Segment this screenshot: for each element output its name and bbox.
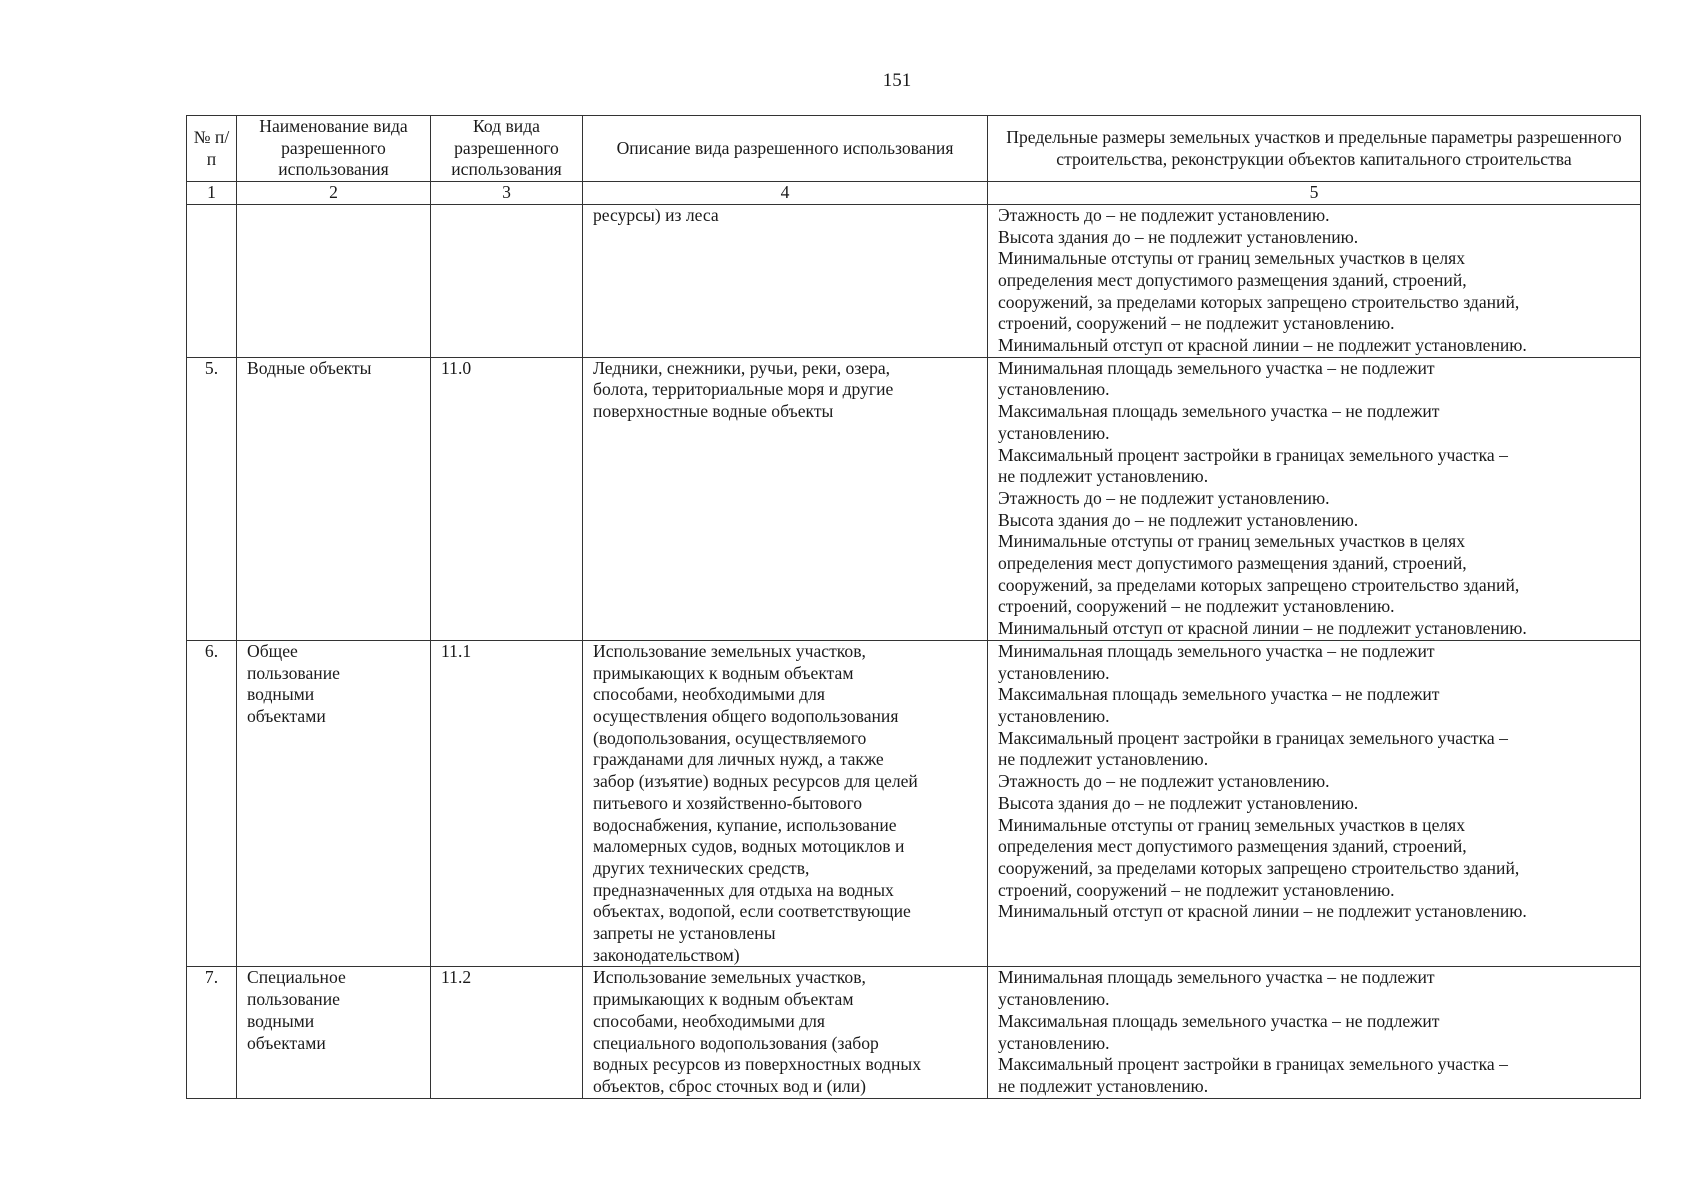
land-use-table [186,115,1641,1099]
header-params: Предельные размеры земельных участков и предельные параметры разрешенного строительства, реконструкции объектов капитального строительства [988,116,1641,182]
description-line: питьевого и хозяйственно-бытового [593,792,863,813]
description-cell [583,967,988,1098]
params-cell [988,357,1641,640]
params-line: Максимальный процент застройки в границах земельного участка – [998,444,1508,465]
params-line: Высота здания до – не подлежит установлению. [998,792,1359,813]
description-cell [583,640,988,967]
params-line: Высота здания до – не подлежит установлению. [998,509,1359,530]
row-number [187,204,237,357]
use-name-cell [237,357,431,640]
params-line: не подлежит установлению. [998,749,1209,770]
table-row [187,204,1641,357]
column-number: 2 [237,182,431,205]
table-row [187,357,1641,640]
row-number: 6. [187,640,237,967]
header-num: № п/п [187,116,237,182]
params-line: Минимальная площадь земельного участка – не подлежит [998,640,1435,661]
page-number: 151 [882,70,912,91]
description-line: запреты не установлены [593,923,776,944]
use-name-line: водными [247,1010,315,1031]
params-line: Минимальные отступы от границ земельных участков в целях [998,814,1466,835]
params-line: Этажность до – не подлежит установлению. [998,487,1330,508]
table-row [187,967,1641,1098]
use-name-line: Общее [247,640,298,661]
table-row [187,640,1641,967]
use-name-line: объектами [247,1032,326,1053]
description-line: осуществления общего водопользования [593,705,899,726]
description-line: Использование земельных участков, [593,967,866,988]
params-line: установлению. [998,662,1110,683]
params-line: Максимальная площадь земельного участка – не подлежит [998,684,1440,705]
row-number: 5. [187,357,237,640]
params-cell [988,967,1641,1098]
description-line: предназначенных для отдыха на водных [593,879,894,900]
params-line: Максимальный процент застройки в границах земельного участка – [998,727,1508,748]
params-cell [988,204,1641,357]
column-number: 4 [583,182,988,205]
params-line: Минимальный отступ от красной линии – не подлежит установлению. [998,901,1527,922]
params-line: не подлежит установлению. [998,1075,1209,1096]
use-name-line: Специальное [247,967,346,988]
params-line: сооружений, за пределами которых запрещено строительство зданий, [998,857,1520,878]
description-line: законодательством) [593,944,740,965]
table-header-row [187,116,1641,182]
params-line: Минимальные отступы от границ земельных участков в целях [998,248,1466,269]
description-line: забор (изъятие) водных ресурсов для целей [593,771,918,792]
params-line: Минимальный отступ от красной линии – не подлежит установлению. [998,335,1527,356]
use-code [431,204,583,357]
header-description: Описание вида разрешенного использования [583,116,988,182]
params-line: сооружений, за пределами которых запрещено строительство зданий, [998,574,1520,595]
params-line: установлению. [998,989,1110,1010]
params-line: Высота здания до – не подлежит установлению. [998,226,1359,247]
description-line: объектах, водопой, если соответствующие [593,901,911,922]
use-name-line: объектами [247,705,326,726]
params-line: установлению. [998,705,1110,726]
params-cell [988,640,1641,967]
use-code: 11.0 [431,357,583,640]
params-line: Минимальная площадь земельного участка – не подлежит [998,967,1435,988]
params-line: установлению. [998,379,1110,400]
description-line: поверхностные водные объекты [593,401,834,422]
use-code: 11.2 [431,967,583,1098]
params-line: установлению. [998,422,1110,443]
description-line: способами, необходимыми для [593,1010,825,1031]
use-name-line: пользование [247,989,340,1010]
params-line: определения мест допустимого размещения зданий, строений, [998,836,1467,857]
params-line: Этажность до – не подлежит установлению. [998,771,1330,792]
params-line: Минимальный отступ от красной линии – не подлежит установлению. [998,618,1527,639]
use-name-cell [237,204,431,357]
header-name: Наименование вида разрешенного использования [237,116,431,182]
description-line: примыкающих к водным объектам [593,662,854,683]
column-number: 1 [187,182,237,205]
params-line: строений, сооружений – не подлежит установлению. [998,313,1395,334]
description-line: болота, территориальные моря и другие [593,379,894,400]
description-line: примыкающих к водным объектам [593,989,854,1010]
params-line: установлению. [998,1032,1110,1053]
use-name-line: водными [247,684,315,705]
use-code: 11.1 [431,640,583,967]
params-line: строений, сооружений – не подлежит установлению. [998,596,1395,617]
column-number: 5 [988,182,1641,205]
description-line: гражданами для личных нужд, а также [593,749,884,770]
description-line: ресурсы) из леса [593,204,719,225]
params-line: Минимальные отступы от границ земельных участков в целях [998,531,1466,552]
use-name-cell [237,640,431,967]
description-line: способами, необходимыми для [593,684,825,705]
column-number: 3 [431,182,583,205]
header-code: Код вида разрешенного использования [431,116,583,182]
params-line: не подлежит установлению. [998,466,1209,487]
use-name-line: пользование [247,662,340,683]
params-line: сооружений, за пределами которых запрещено строительство зданий, [998,291,1520,312]
description-line: Ледники, снежники, ручьи, реки, озера, [593,357,891,378]
description-line: водных ресурсов из поверхностных водных [593,1054,922,1075]
column-number-row [187,182,1641,205]
params-line: определения мест допустимого размещения зданий, строений, [998,269,1467,290]
params-line: определения мест допустимого размещения зданий, строений, [998,553,1467,574]
description-cell [583,204,988,357]
description-line: Использование земельных участков, [593,640,866,661]
params-line: Максимальная площадь земельного участка – не подлежит [998,401,1440,422]
params-line: Максимальный процент застройки в границах земельного участка – [998,1054,1508,1075]
description-line: других технических средств, [593,857,810,878]
params-line: строений, сооружений – не подлежит установлению. [998,879,1395,900]
params-line: Минимальная площадь земельного участка – не подлежит [998,357,1435,378]
params-line: Этажность до – не подлежит установлению. [998,204,1330,225]
use-name-line: Водные объекты [247,357,372,378]
params-line: Максимальная площадь земельного участка – не подлежит [998,1010,1440,1031]
description-cell [583,357,988,640]
description-line: специального водопользования (забор [593,1032,879,1053]
description-line: объектов, сброс сточных вод и (или) [593,1075,866,1096]
description-line: водоснабжения, купание, использование [593,814,897,835]
row-number: 7. [187,967,237,1098]
description-line: (водопользования, осуществляемого [593,727,867,748]
description-line: маломерных судов, водных мотоциклов и [593,836,905,857]
use-name-cell [237,967,431,1098]
